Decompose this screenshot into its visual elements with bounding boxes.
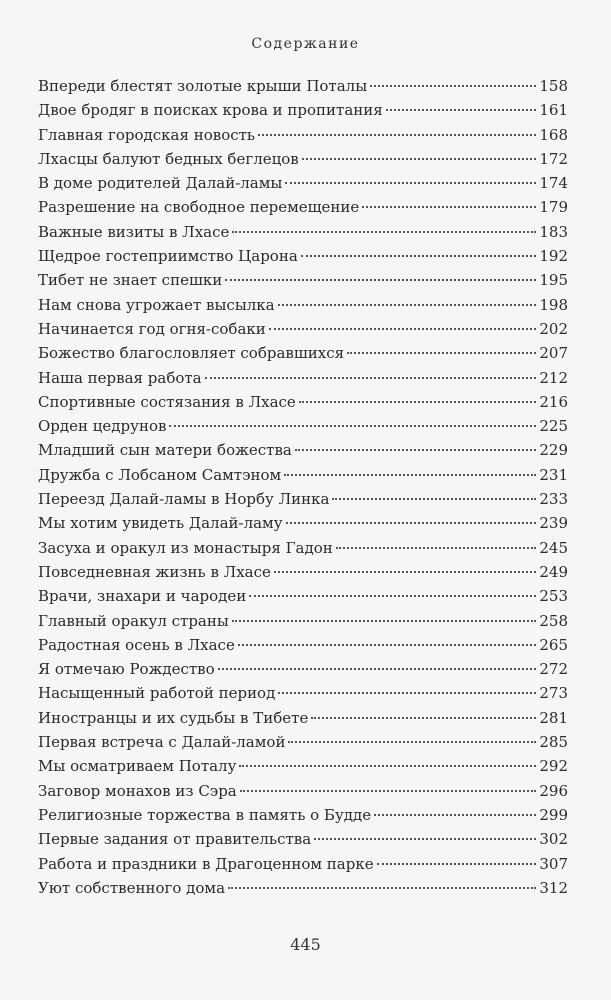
- toc-dot-leader: [240, 790, 537, 792]
- toc-entry-title: Религиозные торжества в память о Будде: [38, 805, 372, 824]
- toc-entry-title: Нам снова угрожает высылка: [38, 295, 275, 314]
- toc-dot-leader: [228, 887, 536, 889]
- toc-entry: [38, 584, 568, 608]
- toc-entry-title: В доме родителей Далай-ламы: [38, 174, 283, 193]
- toc-entry: [38, 487, 568, 511]
- toc-entry-title: Первые задания от правительства: [38, 830, 312, 849]
- running-header: Содержание: [251, 36, 360, 52]
- toc-entry-title: Главный оракул страны: [38, 611, 229, 630]
- toc-dot-leader: [269, 328, 537, 330]
- toc-entry: [38, 195, 568, 219]
- toc-entry: [38, 366, 568, 390]
- toc-entry-page: 249: [539, 562, 568, 581]
- toc-entry: [38, 536, 568, 560]
- toc-entry-title: Разрешение на свободное перемещение: [38, 198, 360, 217]
- toc-entry: [38, 633, 568, 657]
- toc-dot-leader: [332, 498, 536, 500]
- toc-entry: [38, 876, 568, 900]
- toc-dot-leader: [285, 182, 536, 184]
- toc-entry-title: Первая встреча с Далай-ламой: [38, 733, 286, 752]
- toc-entry: [38, 268, 568, 292]
- toc-entry: [38, 681, 568, 705]
- toc-entry: [38, 74, 568, 98]
- toc-entry-page: 198: [539, 295, 568, 314]
- toc-dot-leader: [336, 547, 537, 549]
- toc-entry: [38, 244, 568, 268]
- toc-entry-title: Насыщенный работой период: [38, 684, 276, 703]
- toc-entry: [38, 317, 568, 341]
- toc-entry: [38, 609, 568, 633]
- toc-entry-title: Тибет не знает спешки: [38, 271, 223, 290]
- toc-entry: [38, 827, 568, 851]
- toc-entry-title: Повседневная жизнь в Лхасе: [38, 562, 271, 581]
- toc-entry: [38, 706, 568, 730]
- toc-entry-page: 258: [539, 611, 568, 630]
- toc-entry-title: Щедрое гостеприимство Царона: [38, 247, 298, 266]
- toc-entry: [38, 463, 568, 487]
- table-of-contents: [38, 74, 568, 900]
- toc-entry-page: 231: [539, 465, 568, 484]
- toc-entry-title: Впереди блестят золотые крыши Поталы: [38, 77, 368, 95]
- toc-dot-leader: [301, 255, 537, 257]
- toc-entry: [38, 341, 568, 365]
- toc-dot-leader: [299, 401, 537, 403]
- toc-dot-leader: [218, 668, 537, 670]
- toc-entry-page: 161: [539, 101, 568, 120]
- toc-entry: [38, 754, 568, 778]
- toc-entry-page: 192: [539, 247, 568, 266]
- toc-dot-leader: [295, 449, 537, 451]
- toc-entry-page: 253: [539, 587, 568, 606]
- toc-entry: [38, 171, 568, 195]
- toc-entry-title: Важные визиты в Лхасе: [38, 222, 230, 241]
- toc-entry-page: 239: [539, 514, 568, 533]
- toc-entry-title: Врачи, знахари и чародеи: [38, 587, 247, 606]
- toc-dot-leader: [249, 595, 536, 597]
- toc-entry-page: 296: [539, 781, 568, 800]
- toc-entry: [38, 852, 568, 876]
- toc-entry-page: 273: [539, 684, 568, 703]
- toc-entry-page: 292: [539, 757, 568, 776]
- toc-entry-title: Я отмечаю Рождество: [38, 660, 215, 679]
- toc-dot-leader: [288, 741, 536, 743]
- toc-entry-title: Мы осматриваем Поталу: [38, 757, 237, 776]
- toc-entry-page: 183: [539, 222, 568, 241]
- toc-entry-title: Начинается год огня-собаки: [38, 319, 266, 338]
- toc-entry-title: Переезд Далай-ламы в Норбу Линка: [38, 490, 330, 509]
- toc-entry-title: Радостная осень в Лхасе: [38, 635, 235, 654]
- toc-entry-page: 168: [539, 125, 568, 144]
- toc-dot-leader: [377, 863, 537, 865]
- toc-entry-page: 285: [539, 733, 568, 752]
- toc-entry-page: 172: [539, 149, 568, 168]
- toc-entry-title: Лхасцы балуют бедных беглецов: [38, 149, 299, 168]
- toc-entry-page: 207: [539, 344, 568, 363]
- toc-entry-page: 225: [539, 417, 568, 436]
- toc-entry-page: 179: [539, 198, 568, 217]
- toc-entry-title: Наша первая работа: [38, 368, 202, 387]
- toc-entry-page: 281: [539, 708, 568, 727]
- toc-dot-leader: [314, 838, 536, 840]
- toc-dot-leader: [302, 158, 537, 160]
- toc-entry-page: 307: [539, 854, 568, 873]
- toc-entry-page: 245: [539, 538, 568, 557]
- toc-dot-leader: [239, 765, 536, 767]
- toc-dot-leader: [274, 571, 536, 573]
- toc-entry: [38, 147, 568, 171]
- toc-dot-leader: [232, 231, 536, 233]
- toc-entry: [38, 511, 568, 535]
- toc-dot-leader: [386, 109, 537, 111]
- toc-entry: [38, 730, 568, 754]
- toc-entry: [38, 803, 568, 827]
- toc-entry-title: Божество благословляет собравшихся: [38, 344, 345, 363]
- toc-entry-page: 158: [539, 77, 568, 95]
- toc-entry: [38, 657, 568, 681]
- toc-entry-page: 212: [539, 368, 568, 387]
- toc-entry: [38, 779, 568, 803]
- toc-entry-title: Главная городская новость: [38, 125, 256, 144]
- toc-entry: [38, 293, 568, 317]
- toc-dot-leader: [311, 717, 536, 719]
- toc-entry-page: 272: [539, 660, 568, 679]
- toc-entry: [38, 123, 568, 147]
- toc-entry-title: Засуха и оракул из монастыря Гадон: [38, 538, 333, 557]
- toc-dot-leader: [258, 134, 536, 136]
- toc-entry-page: 233: [539, 490, 568, 509]
- toc-dot-leader: [374, 814, 536, 816]
- page-number: 445: [290, 935, 321, 954]
- toc-entry-title: Иностранцы и их судьбы в Тибете: [38, 708, 309, 727]
- toc-entry-page: 265: [539, 635, 568, 654]
- toc-dot-leader: [370, 85, 536, 87]
- toc-dot-leader: [278, 304, 537, 306]
- toc-entry-title: Дружба с Лобсаном Самтэном: [38, 465, 282, 484]
- toc-entry: [38, 438, 568, 462]
- toc-entry-title: Спортивные состязания в Лхасе: [38, 392, 296, 411]
- toc-entry-page: 312: [539, 878, 568, 897]
- toc-entry-page: 216: [539, 392, 568, 411]
- toc-entry-page: 202: [539, 319, 568, 338]
- toc-entry-title: Младший сын матери божества: [38, 441, 292, 460]
- toc-entry: [38, 390, 568, 414]
- toc-entry-page: 195: [539, 271, 568, 290]
- toc-dot-leader: [232, 620, 537, 622]
- toc-dot-leader: [278, 692, 536, 694]
- toc-dot-leader: [205, 377, 537, 379]
- toc-entry-page: 229: [539, 441, 568, 460]
- toc-dot-leader: [286, 522, 537, 524]
- toc-entry: [38, 98, 568, 122]
- toc-entry-page: 302: [539, 830, 568, 849]
- toc-dot-leader: [362, 206, 536, 208]
- toc-dot-leader: [284, 474, 536, 476]
- toc-entry: [38, 220, 568, 244]
- toc-entry-title: Орден цедрунов: [38, 417, 167, 436]
- toc-entry-title: Заговор монахов из Сэра: [38, 781, 237, 800]
- toc-entry-page: 299: [539, 805, 568, 824]
- toc-entry-title: Работа и праздники в Драгоценном парке: [38, 854, 374, 873]
- toc-dot-leader: [225, 279, 536, 281]
- toc-entry-title: Уют собственного дома: [38, 878, 226, 897]
- toc-entry: [38, 560, 568, 584]
- toc-dot-leader: [238, 644, 537, 646]
- toc-entry-title: Мы хотим увидеть Далай-ламу: [38, 514, 283, 533]
- toc-entry-title: Двое бродяг в поисках крова и пропитания: [38, 101, 383, 120]
- toc-entry: [38, 414, 568, 438]
- toc-entry-page: 174: [539, 174, 568, 193]
- toc-dot-leader: [169, 425, 536, 427]
- toc-dot-leader: [347, 352, 536, 354]
